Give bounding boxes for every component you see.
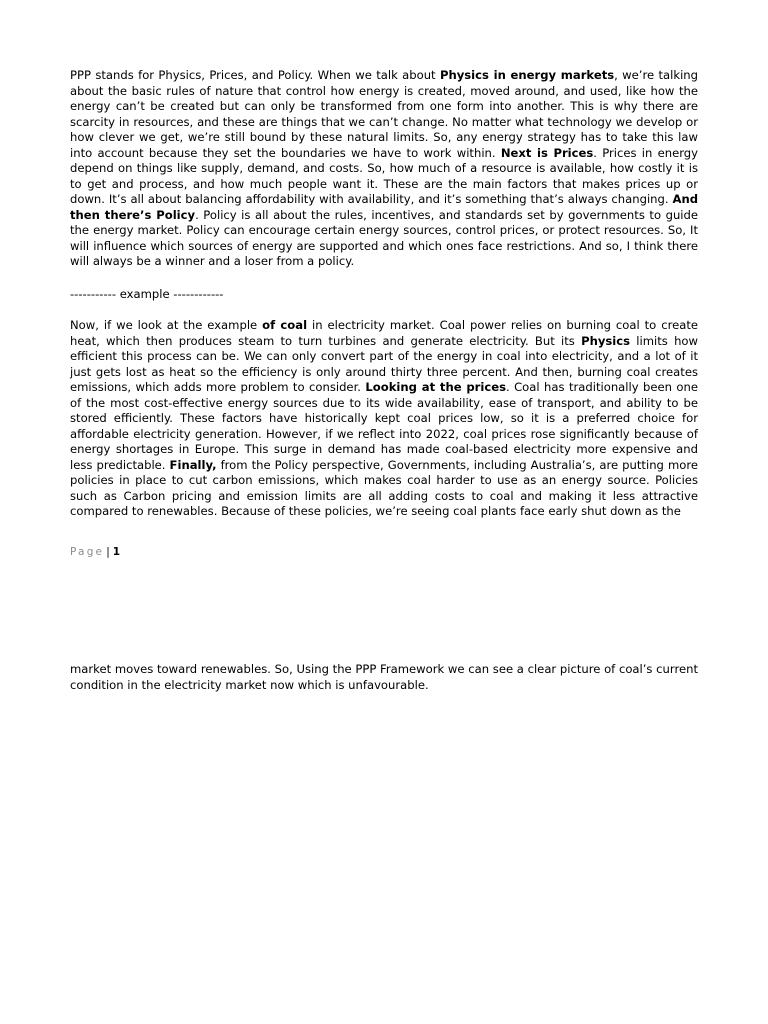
- text-run: market moves toward renewables. So, Using the PPP Framework we can see a clear picture of coal’s current condition in the electricity market now which is unfavourable.: [70, 662, 698, 692]
- bold-text-run: Looking at the prices: [365, 380, 506, 394]
- paragraph-ppp-intro: [70, 68, 698, 270]
- text-run: . Policy is all about the rules, incentives, and standards set by governments to guide the energy market. Policy can encourage certain energy sources, control prices, or protect resources. So, It will influence which sources of energy are supported and which ones face restrictions. And so, I think there will always be a winner and a loser from a policy.: [70, 207, 698, 268]
- bold-text-run: of coal: [262, 318, 308, 332]
- page-separator: |: [106, 546, 110, 558]
- text-run: from the Policy perspective, Governments, including Australia’s, are putting more policies in place to cut carbon emissions, which makes coal harder to use as an energy source. Policies such as Carbon pricing and emission limits are all adding costs to coal and making it less attractive compared to renewables. Because of these policies, we’re seeing coal plants face early shut down as the: [70, 457, 698, 518]
- page-footer: [70, 545, 120, 559]
- text-run: limits how efficient this process can be. We can only convert part of the energy in coal into electricity, and a lot of it just gets lost as heat so the efficiency is only around thirty three percent. And then, burning coal creates emissions, which adds more problem to consider.: [70, 333, 698, 394]
- bold-text-run: Physics: [581, 333, 631, 348]
- example-separator: ----------- example ------------: [70, 287, 224, 301]
- page-label: Page: [70, 546, 105, 558]
- text-run: PPP stands for Physics, Prices, and Policy. When we talk about: [70, 68, 440, 82]
- bold-text-run: Finally,: [169, 457, 217, 472]
- bold-text-run: Next is Prices: [500, 145, 594, 160]
- text-run: in electricity market. Coal power relies on burning coal to create heat, which then produces steam to turn turbines and generate electricity. But its: [70, 318, 698, 348]
- text-run: , we’re talking about the basic rules of nature that control how energy is created, moved around, and used, like how the energy can’t be created but can only be transformed from one form into another. This is why there are scarcity in resources, and these are things that we can’t change. No matter what technology we develop or how clever we get, we’re still bound by these natural limits. So, any energy strategy has to take this law into account because they set the boundaries we have to work within.: [70, 68, 698, 160]
- text-run: . Coal has traditionally been one of the most cost-effective energy sources due to its wide availability, ease of transport, and ability to be stored efficiently. These factors have historically kept coal prices low, so it is a preferred choice for affordable electricity generation. However, if we reflect into 2022, coal prices rose significantly because of energy shortages in Europe. This surge in demand has made coal-based electricity more expensive and less predictable.: [70, 380, 698, 472]
- bold-text-run: And then there’s Policy: [70, 192, 698, 222]
- text-run: . Prices in energy depend on things like supply, demand, and costs. So, how much of a resource is available, how costly it is to get and process, and how much people want it. These are the main factors that makes prices up or down. It’s all about balancing affordability with availability, and it’s something that’s always changing.: [70, 145, 698, 206]
- page-number: 1: [112, 546, 121, 558]
- bold-text-run: Physics in energy markets: [439, 68, 615, 82]
- paragraph-conclusion: [70, 662, 698, 693]
- text-run: Now, if we look at the example: [70, 318, 263, 332]
- paragraph-coal-example: [70, 318, 698, 520]
